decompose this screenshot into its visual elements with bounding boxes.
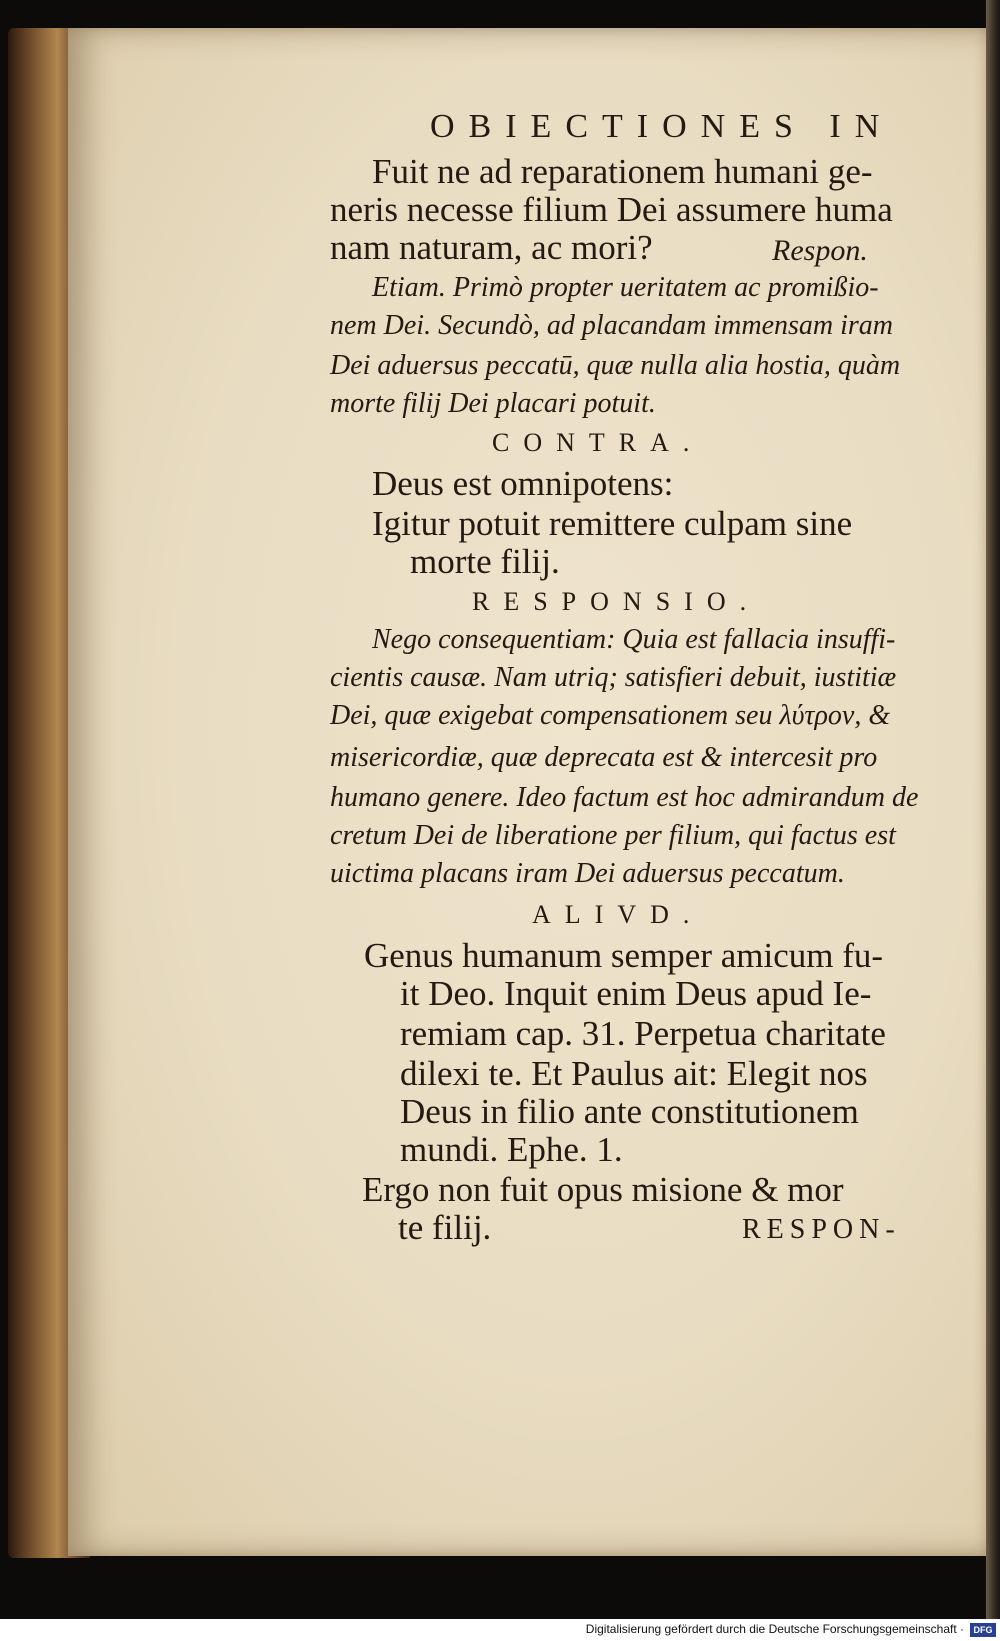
running-header: OBIECTIONES IN bbox=[430, 108, 894, 145]
contra-heading: CONTRA. bbox=[492, 428, 704, 457]
responsio-line-5: humano genere. Ideo factum est hoc admirandum de bbox=[330, 782, 919, 813]
answer-line-2: nem Dei. Secundò, ad placandam immensam iram bbox=[330, 310, 894, 341]
answer-line-1: Etiam. Primò propter ueritatem ac promißio- bbox=[372, 272, 879, 303]
footer-credit: Digitalisierung gefördert durch die Deutsche Forschungsgemeinschaft · bbox=[585, 1622, 964, 1636]
question-line-1: Fuit ne ad reparationem humani ge- bbox=[372, 152, 873, 191]
ergo-line-1: Ergo non fuit opus misione & mor bbox=[362, 1170, 844, 1209]
question-line-2: neris necesse filium Dei assumere huma bbox=[330, 190, 893, 229]
page-edge-shadow bbox=[986, 0, 1000, 1641]
dfg-logo: DFG bbox=[970, 1623, 996, 1637]
aliud-heading: ALIVD. bbox=[532, 900, 704, 929]
responsio-heading: RESPONSIO. bbox=[472, 587, 761, 616]
answer-line-4: morte filij Dei placari potuit. bbox=[330, 388, 656, 419]
responsio-line-4: misericordiæ, quæ deprecata est & intercesit pro bbox=[330, 742, 878, 773]
aliud-line-3: remiam cap. 31. Perpetua charitate bbox=[400, 1014, 886, 1053]
question-line-3: nam naturam, ac mori? bbox=[330, 228, 653, 267]
contra-line-2: Igitur potuit remittere culpam sine bbox=[372, 504, 853, 543]
aliud-line-1: Genus humanum semper amicum fu- bbox=[364, 936, 884, 975]
answer-line-3: Dei aduersus peccatū, quæ nulla alia hostia, quàm bbox=[330, 350, 901, 381]
ergo-line-2: te filij. bbox=[398, 1208, 492, 1247]
responsio-line-6: cretum Dei de liberatione per filium, qui factus est bbox=[330, 820, 896, 851]
responsio-line-7: uictima placans iram Dei aduersus peccatum. bbox=[330, 858, 845, 889]
contra-line-1: Deus est omnipotens: bbox=[372, 464, 674, 503]
responsio-line-1: Nego consequentiam: Quia est fallacia insuffi- bbox=[372, 624, 896, 655]
aliud-line-2: it Deo. Inquit enim Deus apud Ie- bbox=[400, 974, 872, 1013]
aliud-line-5: Deus in filio ante constitutionem bbox=[400, 1092, 859, 1131]
contra-line-3: morte filij. bbox=[410, 542, 560, 581]
aliud-line-6: mundi. Ephe. 1. bbox=[400, 1130, 623, 1169]
catchword: RESPON- bbox=[742, 1214, 901, 1245]
respon-label: Respon. bbox=[772, 234, 868, 267]
aliud-line-4: dilexi te. Et Paulus ait: Elegit nos bbox=[400, 1054, 868, 1093]
responsio-line-3: Dei, quæ exigebat compensationem seu λύτρον, & bbox=[330, 700, 891, 731]
digitization-footer bbox=[0, 1619, 1000, 1641]
responsio-line-2: cientis causæ. Nam utriq; satisfieri debuit, iustitiæ bbox=[330, 662, 897, 693]
